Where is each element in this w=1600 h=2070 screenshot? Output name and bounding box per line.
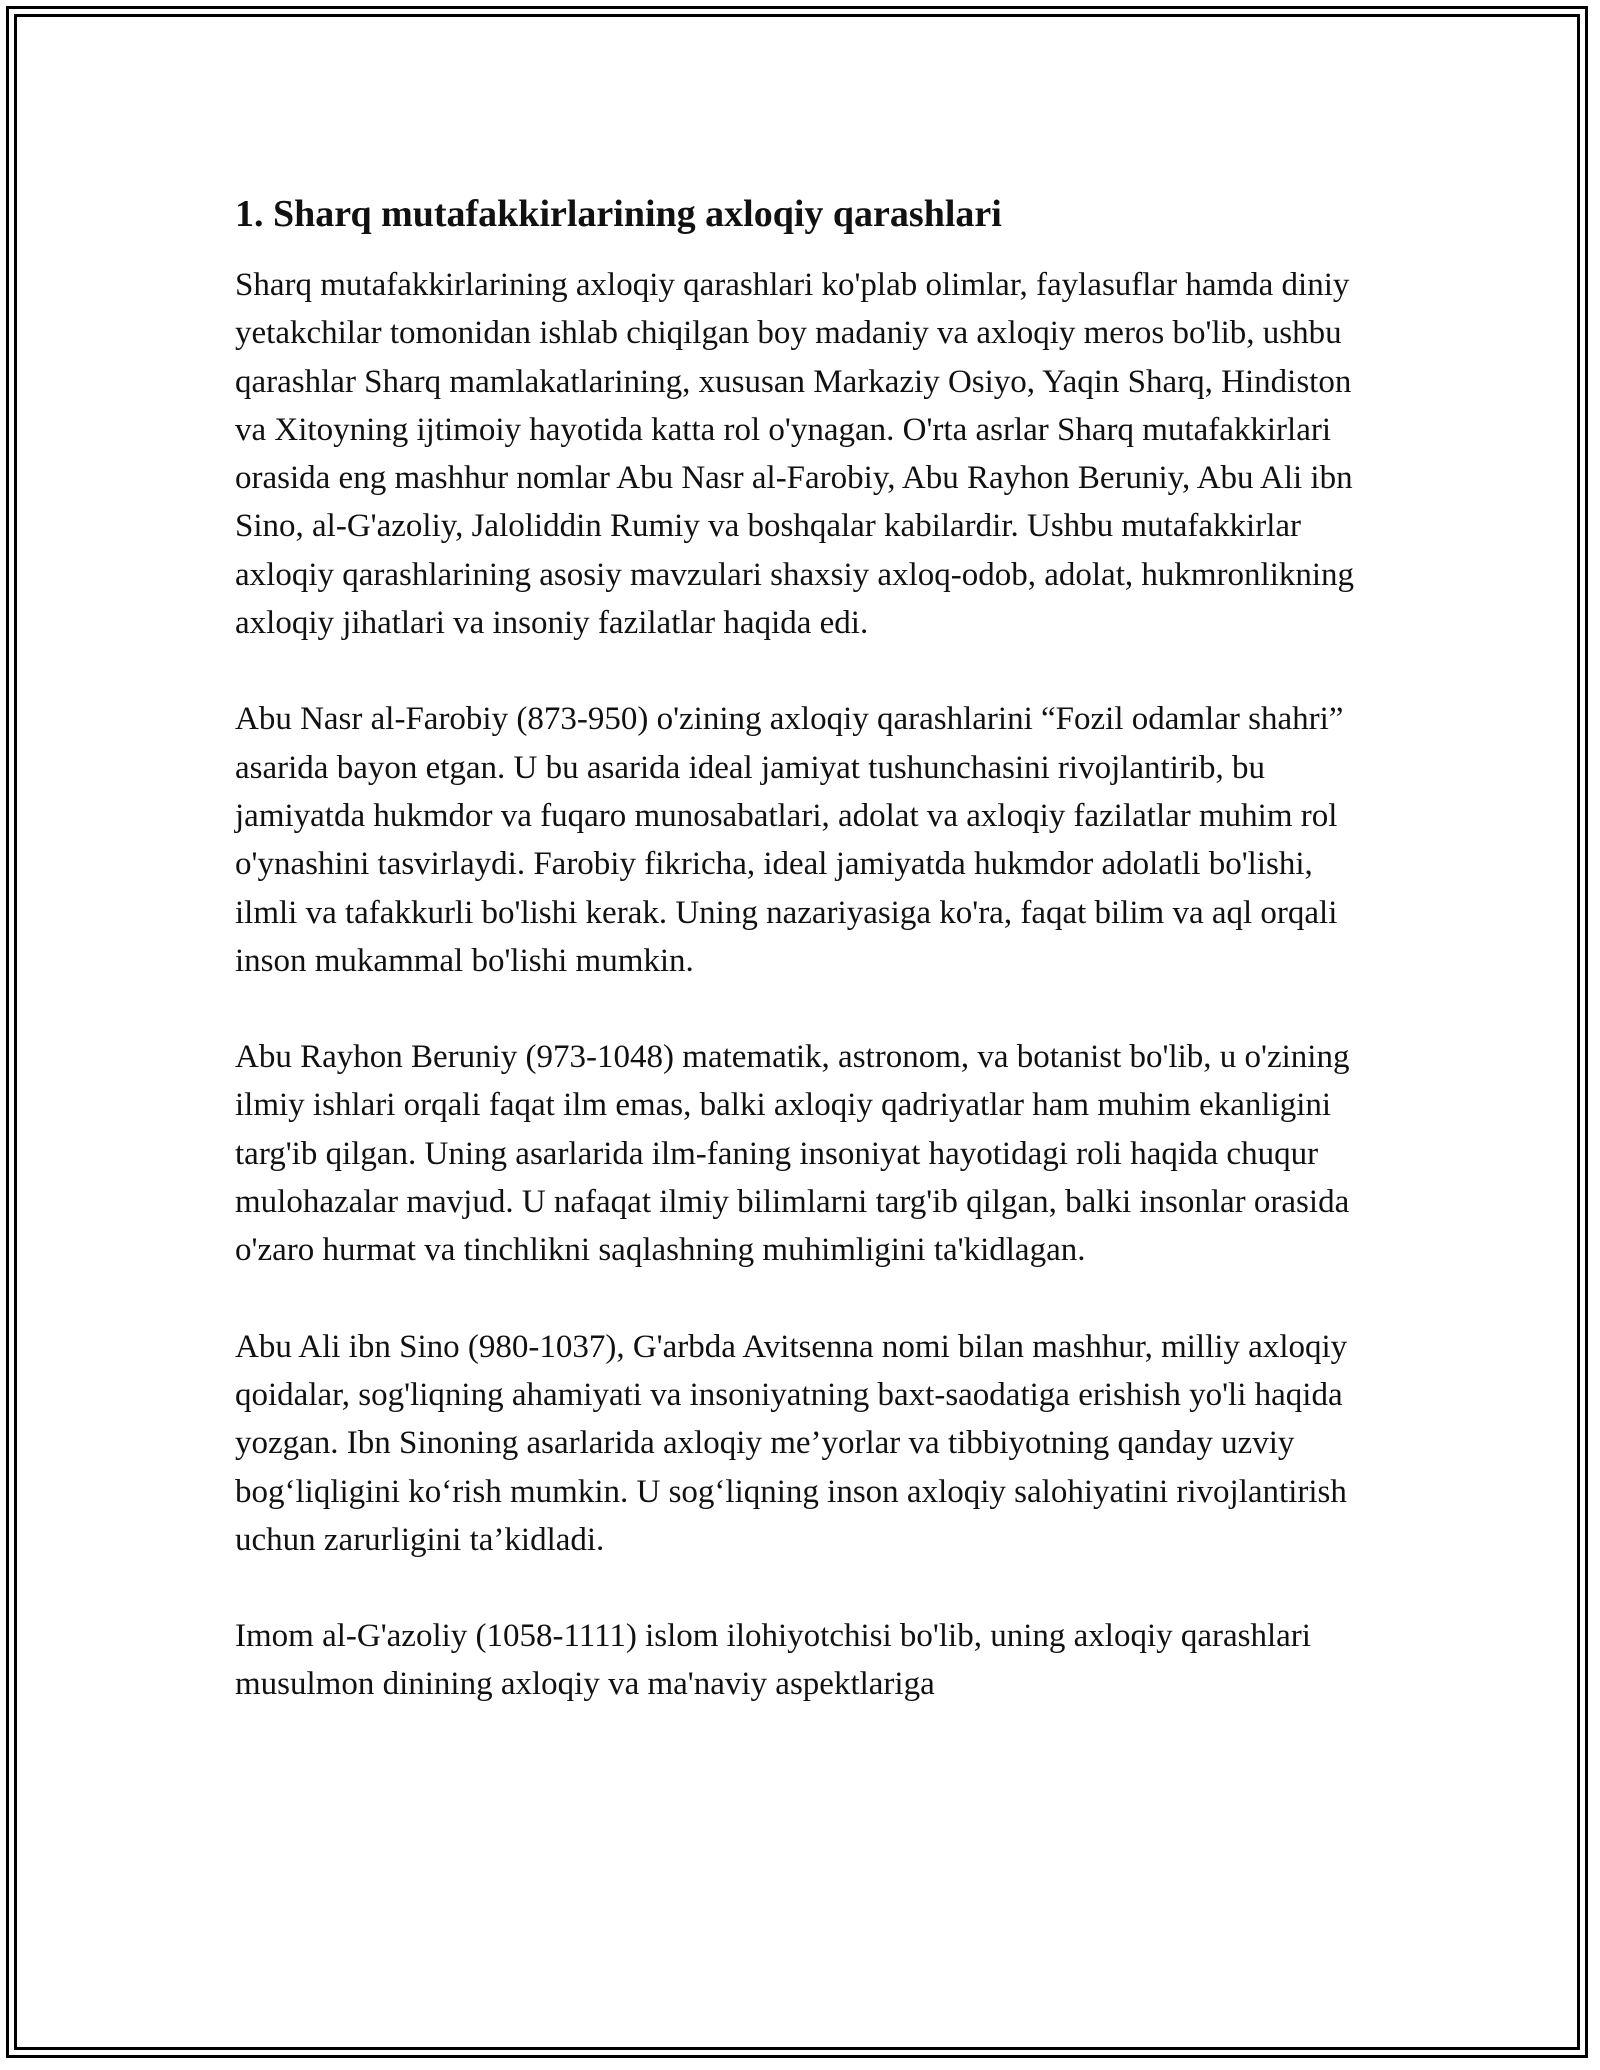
paragraph-gazoliy: Imom al-G'azoliy (1058-1111) islom ilohiyotchisi bo'lib, uning axloqiy qarashlari musulmon dinining axloqiy va ma'naviy aspektlariga <box>235 1618 1311 1703</box>
section-heading: 1. Sharq mutafakkirlarining axloqiy qarashlari <box>235 193 1002 235</box>
document-body <box>235 189 1370 1757</box>
paragraph-intro: Sharq mutafakkirlarining axloqiy qarashlari ko'plab olimlar, faylasuflar hamda diniy yetakchilar tomonidan ishlab chiqilgan boy madaniy va axloqiy meros bo'lib, ushbu qarashlar Sharq mamlakatlarining, xususan Markaziy Osiyo, Yaqin Sharq, Hindiston va Xitoyning ijtimoiy hayotida katta rol o'ynagan. O'rta asrlar Sharq mutafakkirlari orasida eng mashhur nomlar Abu Nasr al-Farobiy, Abu Rayhon Beruniy, Abu Ali ibn Sino, al-G'azoliy, Jaloliddin Rumiy va boshqalar kabilardir. Ushbu mutafakkirlar axloqiy qarashlarining asosiy mavzulari shaxsiy axloq-odob, adolat, hukmronlikning axloqiy jihatlari va insoniy fazilatlar haqida edi. <box>235 267 1355 642</box>
paragraph-farobiy: Abu Nasr al-Farobiy (873-950) o'zining axloqiy qarashlarini “Fozil odamlar shahri” asarida bayon etgan. U bu asarida ideal jamiyat tushunchasini rivojlantirib, bu jamiyatda hukmdor va fuqaro munosabatlari, adolat va axloqiy fazilatlar muhim rol o'ynashini tasvirlaydi. Farobiy fikricha, ideal jamiyatda hukmdor adolatli bo'lishi, ilmli va tafakkurli bo'lishi kerak. Uning nazariyasiga ko'ra, faqat bilim va aql orqali inson mukammal bo'lishi mumkin. <box>235 701 1344 979</box>
paragraph-beruniy: Abu Rayhon Beruniy (973-1048) matematik, astronom, va botanist bo'lib, u o'zining ilmiy ishlari orqali faqat ilm emas, balki axloqiy qadriyatlar ham muhim ekanligini targ'ib qilgan. Uning asarlarida ilm-faning insoniyat hayotidagi roli haqida chuqur mulohazalar mavjud. U nafaqat ilmiy bilimlarni targ'ib qilgan, balki insonlar orasida o'zaro hurmat va tinchlikni saqlashning muhimligini ta'kidlagan. <box>235 1039 1350 1269</box>
paragraph-ibn-sino: Abu Ali ibn Sino (980-1037), G'arbda Avitsenna nomi bilan mashhur, milliy axloqiy qoidalar, sog'liqning ahamiyati va insoniyatning baxt-saodatiga erishish yo'li haqida yozgan. Ibn Sinoning asarlarida axloqiy me’yorlar va tibbiyotning qanday uzviy bog‘liqligini ko‘rish mumkin. U sog‘liqning inson axloqiy salohiyatini rivojlantirish uchun zarurligini ta’kidladi. <box>235 1328 1348 1558</box>
